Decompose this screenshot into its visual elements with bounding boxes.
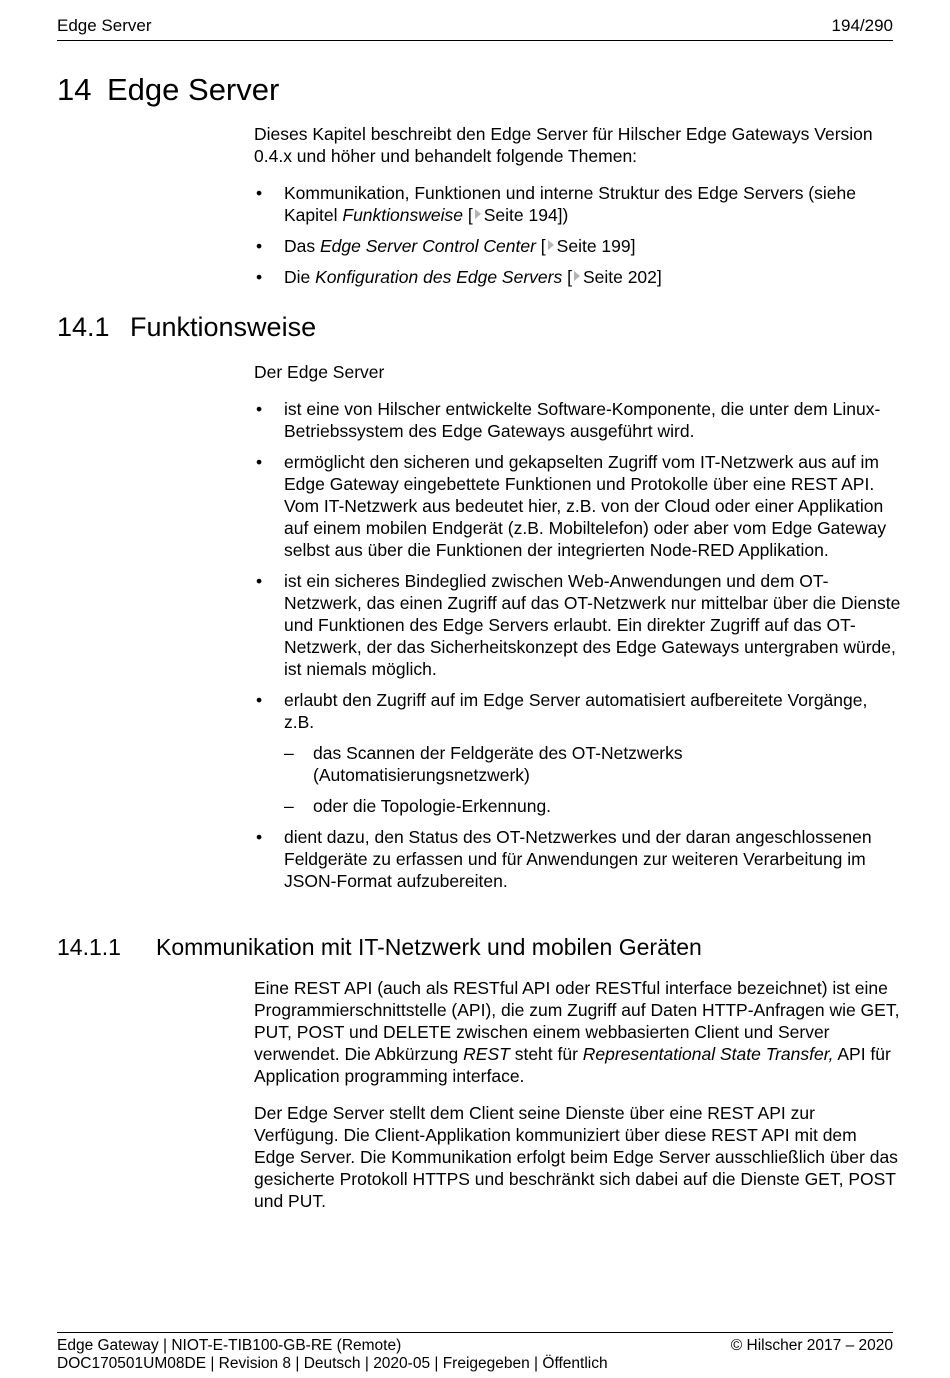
triangle-right-icon [475, 209, 481, 219]
page-footer [57, 1332, 893, 1373]
list-item: • ist ein sicheres Bindeglied zwischen Web-Anwendungen und dem OT-Netzwerk, das einen Zugriff auf das OT-Netzwerk nur mittelbar über die Dienste und Funktionen des Edge Servers erlaubt. Ein direkter Zugriff auf das OT-Netzwerk, der das Sicherheitskonzept des Edge Gateways untergraben würde, ist niemals möglich. [256, 571, 901, 679]
footer-product: Edge Gateway | NIOT-E-TIB100-GB-RE (Remote) [57, 1337, 402, 1354]
list-item: • ist eine von Hilscher entwickelte Software-Komponente, die unter dem Linux-Betriebssystem des Edge Gateways ausgeführt wird. [256, 399, 881, 441]
subsection-title: Kommunikation mit IT-Netzwerk und mobilen Geräten [156, 934, 702, 960]
topic-item: • Die Konfiguration des Edge Servers [ Seite 202] [256, 267, 662, 287]
page-reference[interactable]: Seite 202] [582, 267, 662, 287]
bullet: • [256, 183, 263, 203]
topic-item: • Das Edge Server Control Center [ Seite 199] [256, 236, 636, 256]
bullet: • [256, 236, 263, 256]
dash-bullet: – [284, 796, 294, 816]
subsection-number: 14.1.1 [57, 934, 121, 960]
page-number: 194/290 [831, 16, 893, 35]
section-number: 14.1 [57, 312, 110, 342]
section-body [254, 361, 902, 901]
triangle-right-icon [574, 271, 580, 281]
chapter-number: 14 [57, 72, 92, 107]
chapter-title: Edge Server [107, 72, 280, 107]
dash-bullet: – [284, 743, 294, 763]
paragraph: Der Edge Server stellt dem Client seine Dienste über eine REST API zur Verfügung. Die Client-Applikation kommuniziert über diese REST API mit dem Edge Server. Die Kommunikation erfolgt beim Edge Server ausschließlich über das gesicherte Protokoll HTTPS und beschränkt sich dabei auf die Dienste GET, POST und PUT. [254, 1103, 898, 1211]
sub-list-item: – das Scannen der Feldgeräte des OT-Netzwerks (Automatisierungsnetzwerk) [284, 743, 683, 785]
topic-list [254, 182, 902, 288]
page-header [57, 14, 893, 41]
footer-copyright: © Hilscher 2017 – 2020 [730, 1337, 893, 1354]
header-title: Edge Server [57, 16, 152, 35]
feature-list [254, 398, 902, 892]
topic-link[interactable]: Funktionsweise [342, 205, 463, 225]
list-item: • dient dazu, den Status des OT-Netzwerkes und der daran angeschlossenen Feldgeräte zu erfassen und für Anwendungen zur weiteren Verarbeitung im JSON-Format aufzubereiten. [256, 827, 872, 891]
subsection-body [254, 977, 902, 1227]
sub-list [284, 742, 902, 817]
bullet: • [256, 690, 263, 710]
page-reference[interactable]: Seite 199] [556, 236, 636, 256]
bullet: • [256, 827, 263, 847]
bullet: • [256, 571, 263, 591]
subsection-heading [57, 934, 702, 961]
chapter-intro: Dieses Kapitel beschreibt den Edge Server für Hilscher Edge Gateways Version 0.4.x und höher und behandelt folgende Themen: [254, 124, 873, 166]
footer-document-info: DOC170501UM08DE | Revision 8 | Deutsch | 2020-05 | Freigegeben | Öffentlich [57, 1355, 608, 1372]
section-intro: Der Edge Server [254, 362, 385, 382]
section-title: Funktionsweise [130, 312, 317, 342]
topic-link[interactable]: Konfiguration des Edge Servers [315, 267, 563, 287]
bullet: • [256, 399, 263, 419]
list-item: • erlaubt den Zugriff auf im Edge Server automatisiert aufbereitete Vorgänge, z.B. – das Scannen der Feldgeräte des OT-Netzwerks (Automatisierungsnetzwerk) – oder die Topologie-Erkennung. [254, 689, 902, 817]
topic-link[interactable]: Edge Server Control Center [319, 236, 536, 256]
topic-item: • Kommunikation, Funktionen und interne Struktur des Edge Servers (siehe Kapitel Funktionsweise [ Seite 194]) [256, 183, 856, 225]
chapter-heading [57, 72, 279, 108]
page-reference[interactable]: Seite 194] [483, 205, 563, 225]
bullet: • [256, 267, 263, 287]
triangle-right-icon [548, 240, 554, 250]
sub-list-item: – oder die Topologie-Erkennung. [284, 796, 552, 816]
section-heading [57, 312, 316, 343]
list-item: • ermöglicht den sicheren und gekapselten Zugriff vom IT-Netzwerk aus auf im Edge Gateway eingebettete Funktionen und Protokolle über eine REST API. Vom IT-Netzwerk aus bedeutet hier, z.B. von der Cloud oder einer Applikation auf einem mobilen Endgerät (z.B. Mobiltelefon) oder aber vom Edge Gateway selbst aus über die Funktionen der integrierten Node-RED Applikation. [256, 452, 887, 560]
bullet: • [256, 452, 263, 472]
chapter-body [254, 123, 902, 297]
paragraph: Eine REST API (auch als RESTful API oder RESTful interface bezeichnet) ist eine Programmierschnittstelle (API), die zum Zugriff auf Daten HTTP-Anfragen wie GET, PUT, POST und DELETE zwischen einem webbasierten Client und Server verwendet. Die Abkürzung REST steht für Representational State Transfer, API für Application programming interface. [254, 978, 900, 1086]
